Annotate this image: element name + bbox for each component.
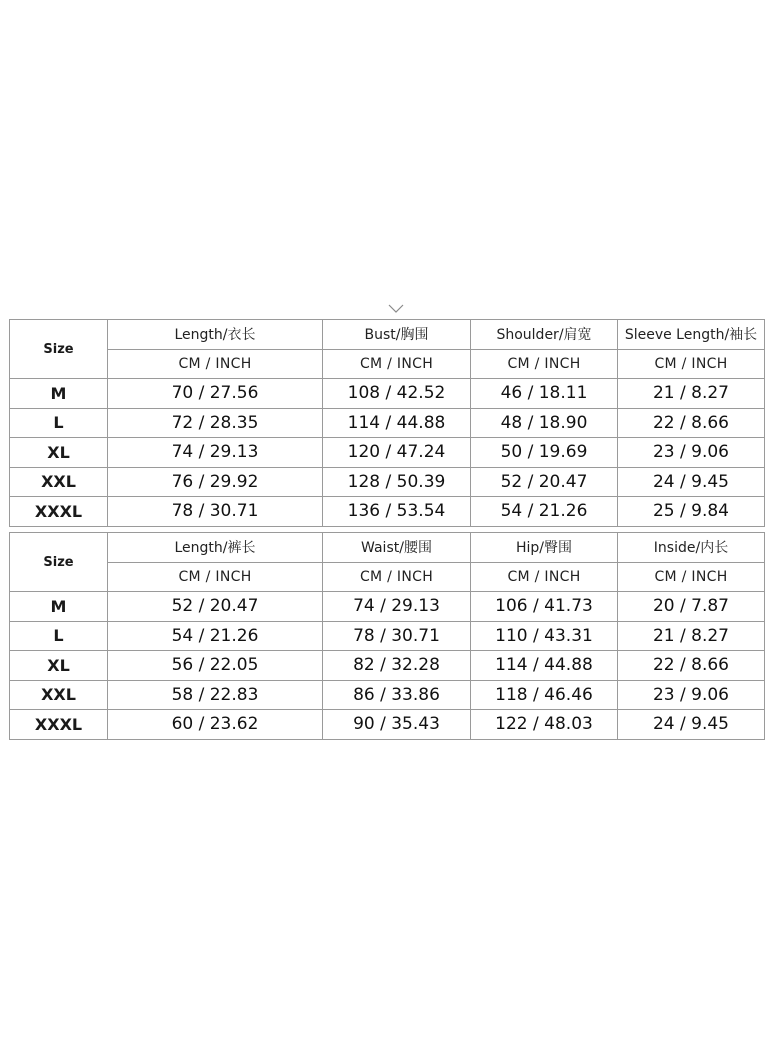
table-row: [10, 621, 765, 651]
value-cell: 76 / 29.92: [108, 467, 323, 497]
header-row: [10, 320, 765, 350]
value-cell: 22 / 8.66: [618, 651, 765, 681]
value-cell: 21 / 8.27: [618, 379, 765, 409]
value-cell: 108 / 42.52: [323, 379, 471, 409]
table-row: [10, 710, 765, 740]
value-cell: 78 / 30.71: [323, 621, 471, 651]
table-row: [10, 497, 765, 527]
value-cell: 56 / 22.05: [108, 651, 323, 681]
value-cell: 58 / 22.83: [108, 680, 323, 710]
value-cell: 128 / 50.39: [323, 467, 471, 497]
size-cell: XL: [10, 438, 108, 468]
size-cell: M: [10, 379, 108, 409]
value-cell: 54 / 21.26: [108, 621, 323, 651]
column-header: Waist/腰围: [323, 533, 471, 563]
value-cell: 24 / 9.45: [618, 467, 765, 497]
value-cell: 90 / 35.43: [323, 710, 471, 740]
value-cell: 120 / 47.24: [323, 438, 471, 468]
column-header: Length/裤长: [108, 533, 323, 563]
value-cell: 60 / 23.62: [108, 710, 323, 740]
header-row: [10, 533, 765, 563]
value-cell: 82 / 32.28: [323, 651, 471, 681]
value-cell: 54 / 21.26: [471, 497, 618, 527]
unit-label: CM / INCH: [471, 562, 618, 592]
value-cell: 114 / 44.88: [323, 408, 471, 438]
size-cell: XXL: [10, 680, 108, 710]
table-row: [10, 438, 765, 468]
value-cell: 72 / 28.35: [108, 408, 323, 438]
size-cell: XXXL: [10, 497, 108, 527]
table-row: [10, 467, 765, 497]
value-cell: 86 / 33.86: [323, 680, 471, 710]
column-header: Bust/胸围: [323, 320, 471, 350]
bottom-size-table: [9, 532, 765, 740]
value-cell: 118 / 46.46: [471, 680, 618, 710]
chevron-down-icon: [388, 304, 404, 314]
size-cell: XXL: [10, 467, 108, 497]
table-row: [10, 680, 765, 710]
value-cell: 110 / 43.31: [471, 621, 618, 651]
value-cell: 122 / 48.03: [471, 710, 618, 740]
column-header: Length/衣长: [108, 320, 323, 350]
column-header: Shoulder/肩宽: [471, 320, 618, 350]
value-cell: 136 / 53.54: [323, 497, 471, 527]
value-cell: 50 / 19.69: [471, 438, 618, 468]
value-cell: 52 / 20.47: [471, 467, 618, 497]
unit-label: CM / INCH: [108, 349, 323, 379]
value-cell: 46 / 18.11: [471, 379, 618, 409]
value-cell: 70 / 27.56: [108, 379, 323, 409]
value-cell: 22 / 8.66: [618, 408, 765, 438]
size-cell: L: [10, 621, 108, 651]
table-row: [10, 379, 765, 409]
unit-row: [10, 349, 765, 379]
table-row: [10, 592, 765, 622]
unit-label: CM / INCH: [323, 562, 471, 592]
value-cell: 52 / 20.47: [108, 592, 323, 622]
size-cell: L: [10, 408, 108, 438]
table-row: [10, 408, 765, 438]
unit-row: [10, 562, 765, 592]
size-cell: M: [10, 592, 108, 622]
unit-label: CM / INCH: [471, 349, 618, 379]
value-cell: 106 / 41.73: [471, 592, 618, 622]
value-cell: 23 / 9.06: [618, 438, 765, 468]
value-cell: 21 / 8.27: [618, 621, 765, 651]
value-cell: 24 / 9.45: [618, 710, 765, 740]
value-cell: 23 / 9.06: [618, 680, 765, 710]
value-cell: 74 / 29.13: [323, 592, 471, 622]
size-header: Size: [10, 533, 108, 592]
column-header: Hip/臀围: [471, 533, 618, 563]
top-size-table: [9, 319, 765, 527]
value-cell: 48 / 18.90: [471, 408, 618, 438]
value-cell: 114 / 44.88: [471, 651, 618, 681]
value-cell: 78 / 30.71: [108, 497, 323, 527]
unit-label: CM / INCH: [618, 562, 765, 592]
size-cell: XL: [10, 651, 108, 681]
size-header: Size: [10, 320, 108, 379]
unit-label: CM / INCH: [108, 562, 323, 592]
value-cell: 25 / 9.84: [618, 497, 765, 527]
column-header: Inside/内长: [618, 533, 765, 563]
value-cell: 20 / 7.87: [618, 592, 765, 622]
value-cell: 74 / 29.13: [108, 438, 323, 468]
column-header: Sleeve Length/袖长: [618, 320, 765, 350]
unit-label: CM / INCH: [323, 349, 471, 379]
unit-label: CM / INCH: [618, 349, 765, 379]
table-row: [10, 651, 765, 681]
size-cell: XXXL: [10, 710, 108, 740]
